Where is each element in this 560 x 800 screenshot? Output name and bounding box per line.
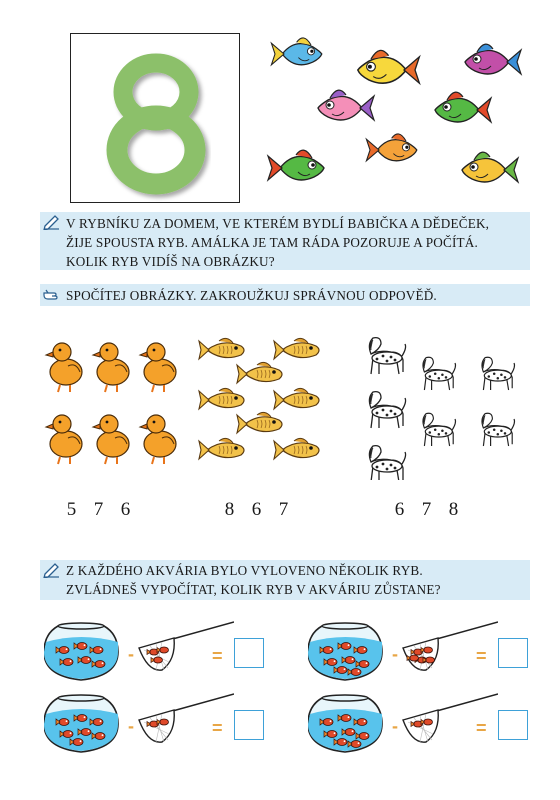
- answer-box[interactable]: [498, 638, 528, 668]
- option[interactable]: 8: [448, 499, 459, 520]
- answer-options-fish: [216, 499, 297, 521]
- decorative-fish: [462, 152, 518, 182]
- dalmatian-dog: [423, 413, 456, 446]
- equals-sign: =: [212, 646, 223, 666]
- answer-options-ducks: [58, 499, 139, 521]
- answer-box[interactable]: [234, 638, 264, 668]
- dalmatian-dog: [482, 357, 515, 390]
- aquarium-exercise: [44, 620, 274, 684]
- option[interactable]: 7: [421, 499, 432, 520]
- minus-sign: -: [392, 716, 398, 736]
- aquarium-exercise: [308, 620, 538, 684]
- task1-banner: [40, 212, 530, 270]
- decorative-fish: [318, 90, 374, 120]
- pencil-writing-icon: [43, 562, 61, 578]
- fish-bowl: [44, 695, 118, 752]
- answer-box[interactable]: [498, 710, 528, 740]
- equals-sign: =: [212, 718, 223, 738]
- duck: [46, 343, 82, 392]
- equals-sign: =: [476, 718, 487, 738]
- big-number: [71, 34, 72, 35]
- task1-line-3: KOLIK RYB VIDÍŠ NA OBRÁZKU?: [66, 254, 275, 269]
- option[interactable]: 7: [278, 499, 289, 520]
- fish: [199, 338, 244, 359]
- fish: [274, 388, 319, 409]
- decorative-fish: [358, 50, 420, 83]
- task2-instruction: SPOČÍTEJ OBRÁZKY. ZAKROUŽKUJ SPRÁVNOU ODPOVĚĎ.: [66, 288, 437, 303]
- task1-line-2: ŽIJE SPOUSTA RYB. AMÁLKA JE TAM RÁDA POZORUJE A POČÍTÁ.: [66, 235, 479, 250]
- colorful-fish-illustration: [262, 30, 552, 200]
- dalmatian-dog: [482, 413, 515, 446]
- number-frame: [70, 33, 240, 203]
- fish-bowl: [308, 695, 382, 752]
- decorative-fish: [465, 44, 521, 74]
- answer-box[interactable]: [234, 710, 264, 740]
- option[interactable]: 5: [66, 499, 77, 520]
- pencil-writing-icon: [43, 214, 61, 230]
- number-eight-graphic: [71, 34, 241, 204]
- fish: [274, 338, 319, 359]
- task2-banner: [40, 284, 530, 306]
- task3-banner: [40, 560, 530, 600]
- option[interactable]: 6: [120, 499, 131, 520]
- fish: [274, 438, 319, 459]
- counting-pictures: [40, 330, 530, 480]
- aquarium-and-net: [308, 692, 498, 756]
- option[interactable]: 6: [394, 499, 405, 520]
- decorative-fish: [366, 134, 416, 161]
- aquarium-exercise: [308, 692, 538, 756]
- fish-bowl: [44, 623, 118, 680]
- aquarium-and-net: [308, 620, 498, 684]
- decorative-fish: [435, 92, 491, 122]
- fish: [237, 362, 282, 383]
- pointing-hand-icon: [43, 286, 61, 302]
- fish: [199, 438, 244, 459]
- aquarium-and-net: [44, 692, 234, 756]
- minus-sign: -: [128, 644, 134, 664]
- task3-line-2: ZVLÁDNEŠ VYPOČÍTAT, KOLIK RYB V AKVÁRIU ZŮSTANE?: [66, 582, 441, 597]
- equals-sign: =: [476, 646, 487, 666]
- minus-sign: -: [392, 644, 398, 664]
- dalmatian-dog: [423, 357, 456, 390]
- duck: [46, 415, 82, 464]
- task1-line-1: V RYBNÍKU ZA DOMEM, VE KTERÉM BYDLÍ BABIČKA A DĚDEČEK,: [66, 216, 490, 231]
- dog-group: [369, 338, 514, 480]
- minus-sign: -: [128, 716, 134, 736]
- dalmatian-dog: [369, 392, 405, 428]
- fish-bowl: [308, 623, 382, 680]
- option[interactable]: 7: [93, 499, 104, 520]
- duck: [140, 343, 176, 392]
- dalmatian-dog: [369, 338, 405, 374]
- dalmatian-dog: [369, 446, 405, 480]
- answer-options-dogs: [386, 499, 467, 521]
- task3-line-1: Z KAŽDÉHO AKVÁRIA BYLO VYLOVENO NĚKOLIK RYB.: [66, 563, 423, 578]
- fish: [199, 388, 244, 409]
- fish-group: [199, 338, 319, 459]
- duck: [93, 415, 129, 464]
- decorative-fish: [268, 150, 324, 180]
- aquarium-exercise: [44, 692, 274, 756]
- duck-group: [46, 343, 176, 464]
- duck: [93, 343, 129, 392]
- option[interactable]: 8: [224, 499, 235, 520]
- duck: [140, 415, 176, 464]
- aquarium-and-net: [44, 620, 234, 684]
- fish: [237, 412, 282, 433]
- option[interactable]: 6: [251, 499, 262, 520]
- decorative-fish: [271, 38, 321, 65]
